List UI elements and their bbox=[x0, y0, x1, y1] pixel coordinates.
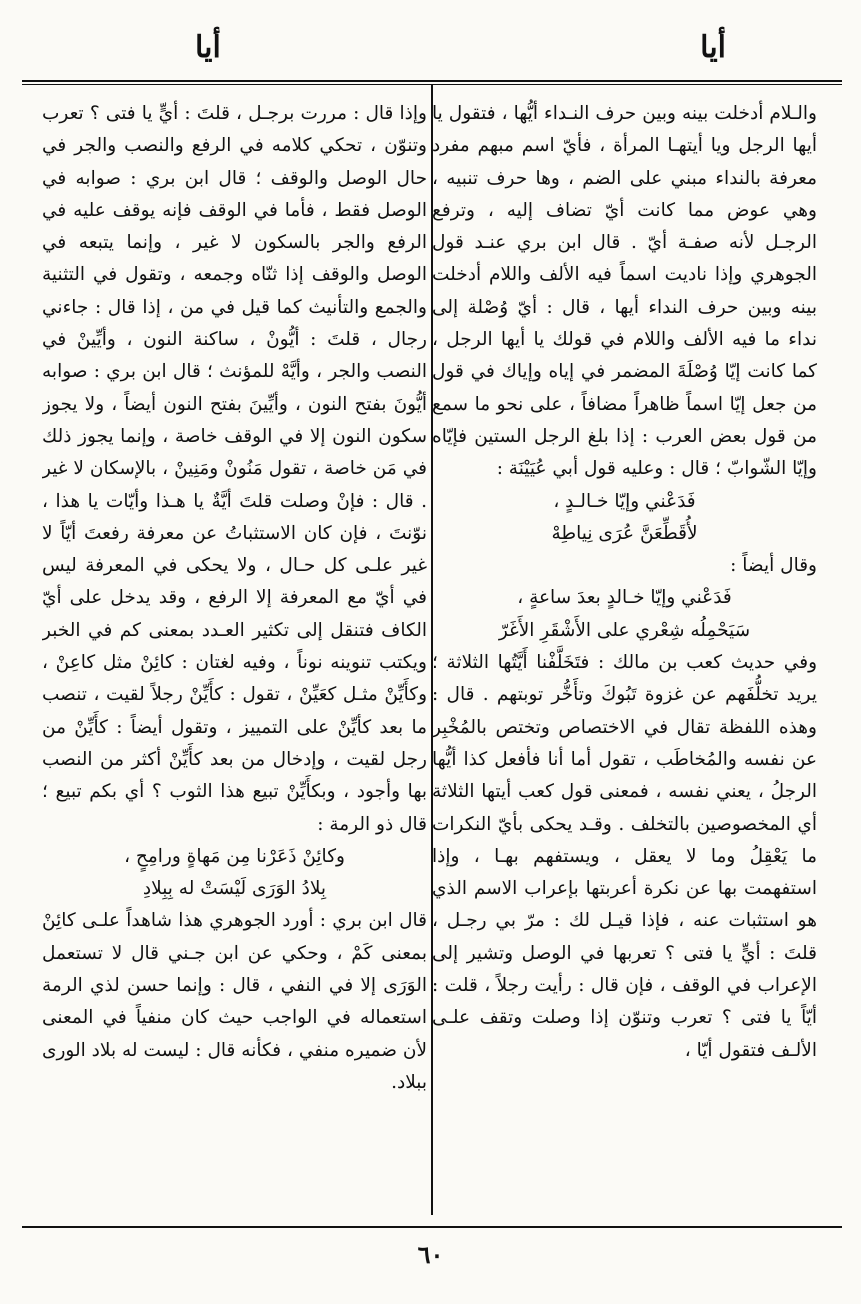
paragraph: وقال أيضاً : bbox=[730, 555, 817, 577]
verse-line: فَدَعْني وإيّا خـالدٍ بعدَ ساعةٍ ، bbox=[517, 587, 732, 609]
verse-block bbox=[432, 582, 817, 647]
paragraph: وإذا قال : مررت برجـل ، قلتَ : أيٍّ يا فتى ؟ تعرب وتنوّن ، تحكي كلامه في الرفع والنصب والجر في حال الوصل والوقف ؛ قال ابن بري : صوابه في الوصل فقط ، فأما في الوقف فإنه يوقف عليه في الرفع والجر بالسكون لا غير ، وإنما يتبعه في الوصل والوقف إذا ثنّاه وجمعه ، وتقول في التثنية والجمع والتأنيث كما قيل في من ، إذا قال : جاءني رجال ، قلتَ : أيُّونْ ، ساكنة النون ، وأيِّينْ في النصب والجر ، وأيَّهْ للمؤنث ؛ قال ابن بري : صوابه أيُّونَ بفتح النون ، وأيِّينَ بفتح النون أيضاً ، ولا يجوز سكون النون إلا في الوقف خاصة ، وإنما يجوز ذلك في مَن خاصة ، تقول مَنُونْ ومَنِينْ ، بالإسكان لا غير . قال : فإنْ وصلت قلتَ أيَّةٌ يا هـذا وأيّات يا هذا ، نوّنتَ ، فإن كان الاستثباتُ عن معرفة رفعتَ أيّاً لا غير علـى كل حـال ، ولا يحكى في المعرفة ليس في أيّ مع المعرفة إلا الرفع ، وقد يدخل على أيّ الكاف فتنقل إلى تكثير العـدد بمعنى كم في الخبر ويكتب تنوينه نوناً ، وفيه لغتان : كائِنْ مثل كاعِنْ ، وكأَيِّنْ مثـل كعَيِّنْ ، تقول : كأَيِّنْ رجلاً لقيت ، تنصب ما بعد كأيِّنْ على التمييز ، وتقول أيضاً : كأَيِّنْ من رجل لقيت ، وإدخال من بعد كأَيِّنْ أكثر من النصب بها وأجود ، وبكأَيِّنْ تبيع هذا الثوب ؟ أي بكم تبيع ؛ قال ذو الرمة : bbox=[42, 103, 427, 835]
right-column bbox=[432, 98, 817, 1218]
verse-block bbox=[432, 486, 817, 551]
verse-line: سَيَحْمِلُه شِعْري على الأَشْقَرِ الأَغَرّ bbox=[498, 619, 751, 641]
verse-line: وكائِنْ ذَعَرْنا مِن مَهاةٍ ورامِحٍ ، bbox=[124, 845, 345, 867]
left-column bbox=[42, 98, 427, 1218]
verse-line: فَدَعْني وإيّا خـالـدٍ ، bbox=[553, 490, 696, 512]
footer-rule bbox=[22, 1226, 842, 1228]
verse-block bbox=[42, 841, 427, 906]
verse-line: بِلادُ الوَرَى لَيْسَتْ له بِبِلادِ bbox=[142, 878, 327, 900]
paragraph: وفي حديث كعب بن مالك : فتَخَلَّفْنا أَيَّتُها الثلاثة ؛ يريد تخلُّفَهم عن غزوة تَبُوكَ وتأَخُّر توبتهم . قال : وهذه اللفظة تقال في الاختصاص وتختص بالمُخْبِر عن نفسه والمُخاطَب ، تقول أما أنا فأفعل كذا أيُّها الرجلُ ، يعني نفسه ، فمعنى قول كعب أيتها الثلاثة أي المخصوصين بالتخلف . وقـد يحكى بأيّ النكرات ما يَعْقِلُ وما لا يعقل ، ويستفهم بهـا ، وإذا استفهمت بها عن نكرة أعربتها بإعراب الاسم الذي هو استثبات عنه ، فإذا قيـل لك : مرّ بي رجـل ، قلتَ : أيٍّ يا فتى ؟ تعربها في الوصل وتشير إلى الإعراب في الوقف ، فإن قال : رأيت رجلاً ، قلت : أيّاً يا فتى ؟ تعرب وتنوّن إذا وصلت وتقف علـى الألـف فتقول أيّا ، bbox=[432, 652, 817, 1061]
paragraph: والـلام أدخلت بينه وبين حرف النـداء أيُّها ، فتقول يا أيها الرجل ويا أيتهـا المرأة ، فأيّ اسم مبهم مفرد معرفة بالنداء مبني على الضم ، وها حرف تنبيه ، وهي عوض مما كانت أيّ تضاف إليه ، وترفع الرجـل لأنه صفـة أيّ . قال ابن بري عنـد قول الجوهري وإذا ناديت اسماً فيه الألف واللام أدخلت بينه وبين حرف النداء أيها ، قال : أيّ وُصْلة إلى نداء ما فيه الألف واللام في قولك يا أيها الرجل ، كما كانت إيّا وُصْلَةَ المضمر في إياه وإياك في قول من جعل إيّا اسماً ظاهراً مضافاً ، على نحو ما سمع من قول بعض العرب : إذا بلغ الرجل الستين فإيّاه وإيّا الشّوابّ ؛ قال : وعليه قول أبي عُيَيْنَة : bbox=[432, 103, 817, 480]
running-head-left: أيا bbox=[195, 30, 221, 65]
header-rule bbox=[22, 80, 842, 82]
page-number: ٦٠ bbox=[417, 1240, 444, 1269]
verse-line: لأُقَطِّعَنَّ عُرَى نِياطِهْ bbox=[551, 522, 698, 544]
paragraph: قال ابن بري : أورد الجوهري هذا شاهداً علـى كائِنْ بمعنى كَمْ ، وحكي عن ابن جـني قال لا تستعمل الوَرَى إلا في النفي ، قال : وإنما حسن لذي الرمة استعماله في الواجب حيث كان منفياً في المعنى لأن ضميره منفي ، فكأنه قال : ليست له بلاد الورى ببلاد. bbox=[42, 910, 427, 1093]
running-head-right: أيا bbox=[700, 30, 726, 65]
